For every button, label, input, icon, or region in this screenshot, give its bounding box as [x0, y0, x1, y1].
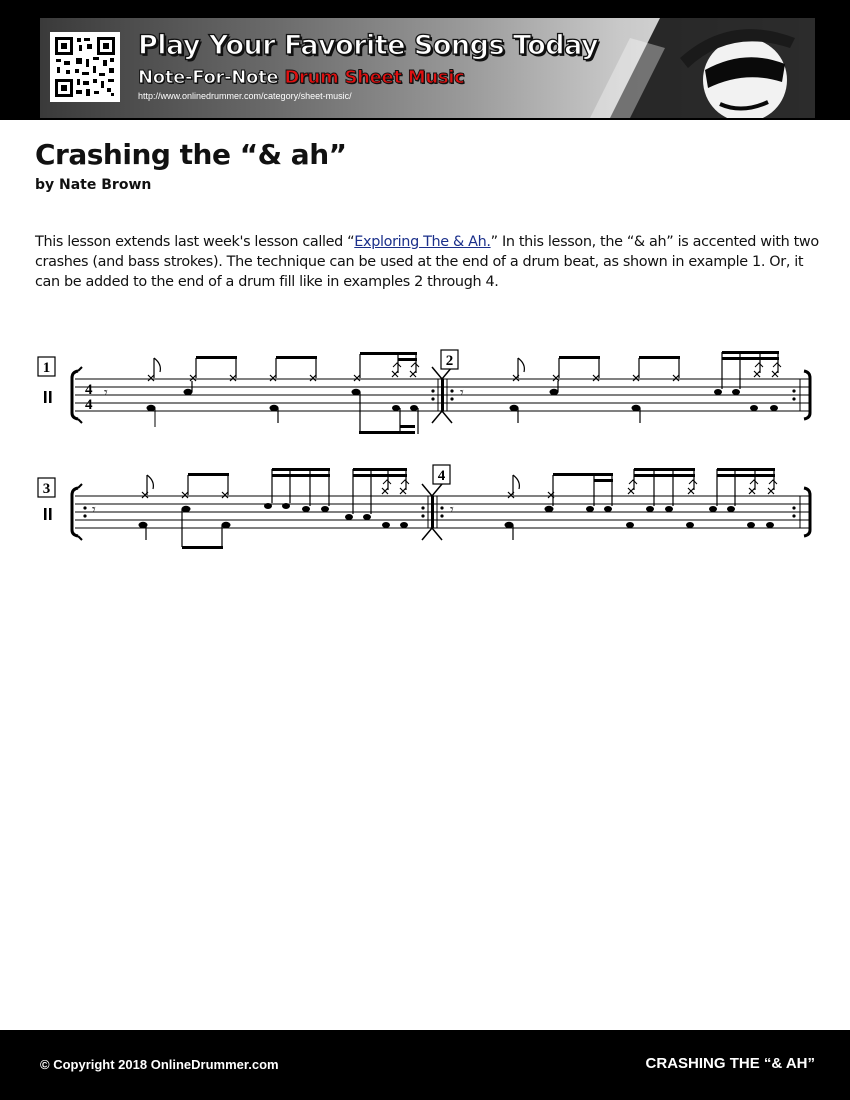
banner-url[interactable]: http://www.onlinedrummer.com/category/sheet-music/ [138, 91, 352, 101]
example-number-4: 4 [437, 468, 446, 484]
intro-text-start: This lesson extends last week's lesson called “ [35, 234, 355, 250]
qr-code[interactable] [50, 32, 120, 102]
example-number-2: 2 [445, 353, 454, 369]
lesson-author: by Nate Brown [35, 177, 152, 193]
exploring-the-and-ah-link[interactable]: Exploring The & Ah. [354, 234, 491, 250]
notation-staff-row-1 [30, 345, 820, 445]
banner-subtitle [138, 67, 465, 88]
notation-system-1 [30, 345, 820, 445]
intro-text-end: ” In this lesson, the “& ah” is accented with two crashes (and bass strokes). The technique can be used at the end of a drum beat, as shown in example 1. Or, it can be added to the end of a drum fill like in examples 2 through 4. [35, 234, 819, 290]
promo-banner[interactable] [40, 18, 815, 118]
svg-text:𝄾: 𝄾 [460, 386, 464, 401]
svg-text:𝄾: 𝄾 [450, 503, 454, 518]
svg-text:𝄾: 𝄾 [92, 503, 96, 518]
notation-staff-row-2 [30, 462, 820, 562]
example-number-3: 3 [42, 481, 51, 497]
banner-title: Play Your Favorite Songs Today [138, 30, 599, 61]
qr-code-icon [53, 35, 117, 99]
header-bar [0, 0, 850, 120]
footer-bar [0, 1030, 850, 1100]
time-signature-top: 4 [85, 382, 93, 398]
notation-system-2 [30, 462, 820, 562]
copyright-text: © Copyright 2018 OnlineDrummer.com [40, 1057, 279, 1072]
drummer-logo-graphic [570, 18, 815, 118]
eighth-rest: 𝄾 [104, 386, 108, 401]
time-signature-bottom: 4 [85, 397, 93, 413]
lesson-title: Crashing the “& ah” [35, 138, 347, 171]
banner-subtitle-red: Drum Sheet Music [284, 67, 465, 88]
example-number-1: 1 [42, 360, 51, 376]
banner-subtitle-white: Note-For-Note [138, 67, 279, 88]
lesson-intro [35, 232, 820, 292]
footer-page-title: CRASHING THE “& AH” [645, 1055, 815, 1072]
